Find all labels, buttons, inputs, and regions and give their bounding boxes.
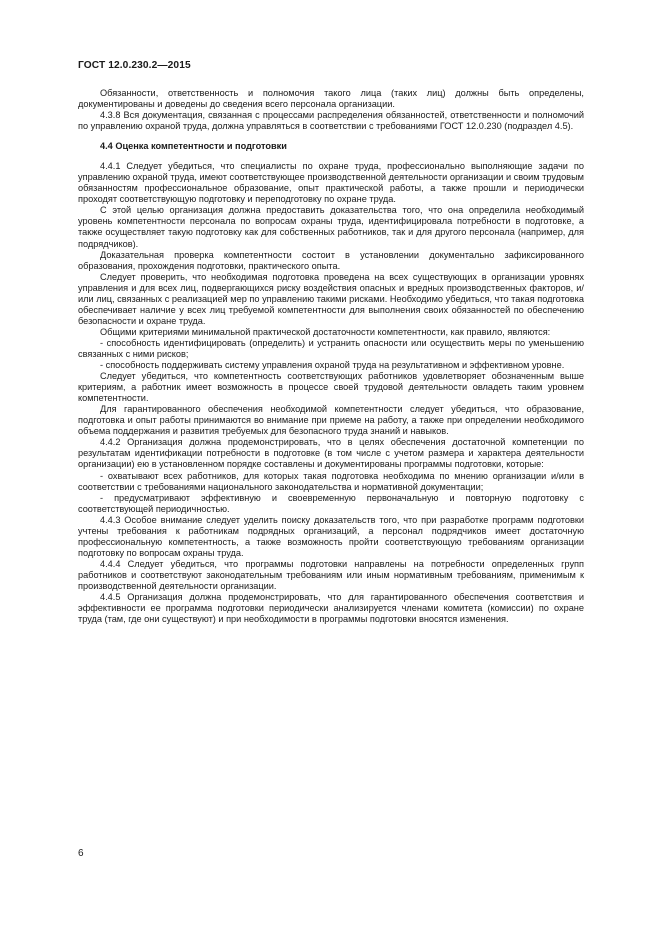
paragraph: 4.4.2 Организация должна продемонстрировать, что в целях обеспечения достаточной компетенции по результатам идентификации потребности в подготовке (в том числе с учетом размера и характера деятельности организации) ею в установленном порядке составлены и документированы программы подготовки, которые: [78, 437, 584, 470]
paragraph: 4.4.4 Следует убедиться, что программы подготовки направлены на потребности определенных групп работников и соответствуют законодательным требованиям или иным нормативным требованиям, применимым к производственной деятельности организации. [78, 558, 584, 591]
paragraph: Для гарантированного обеспечения необходимой компетентности следует убедиться, что образование, подготовка и опыт работы принимаются во внимание при приеме на работу, а также при определении необходимого объема поддержания и развития требуемых для безопасного труда знаний и навыков. [78, 404, 584, 437]
paragraph: Доказательная проверка компетентности состоит в установлении документально зафиксированного образования, прохождения подготовки, практического опыта. [78, 249, 584, 271]
paragraph: 4.3.8 Вся документация, связанная с процессами распределения обязанностей, ответственности и полномочий по управлению охраной труда, должна управляться в соответствии с требованиями ГОСТ 12.0.230 (подраздел 4.5). [78, 110, 584, 132]
paragraph: Обязанности, ответственность и полномочия такого лица (таких лиц) должны быть определены, документированы и доведены до сведения всего персонала организации. [78, 88, 584, 110]
paragraph: 4.4.3 Особое внимание следует уделить поиску доказательств того, что при разработке программ подготовки учтены требования к работникам подрядных организаций, а персонал подрядчиков имеет достаточную профессиональную компетентность, а также возможность пройти соответствующую требованиям организации подготовку по вопросам охраны труда. [78, 514, 584, 558]
paragraph: С этой целью организация должна предоставить доказательства того, что она определила необходимый уровень компетентности персонала по вопросам охраны труда, идентифицировала потребности в подготовке, а также осуществляет такую подготовку как для собственных работников, так и для другого персонала (например, для подрядчиков). [78, 205, 584, 249]
paragraph: Следует проверить, что необходимая подготовка проведена на всех существующих в организации уровнях управления и для всех лиц, подвергающихся риску воздействия опасных и вредных производственных факторов, и/или лиц, связанных с реализацией мер по управлению такими рисками. Необходимо убедиться, что такая подготовка обеспечивает наличие у всех лиц требуемой компетентности для выполнения своих обязанностей по обеспечению безопасности и охране труда. [78, 271, 584, 326]
paragraph: 4.4.1 Следует убедиться, что специалисты по охране труда, профессионально выполняющие задачи по управлению охраной труда, имеют соответствующее производственной деятельности организации и своим трудовым обязанностям профессиональное образование, опыт практической работы, а также прошли и периодически проходят соответствующую подготовку и переподготовку по охране труда. [78, 161, 584, 205]
paragraph: Следует убедиться, что компетентность соответствующих работников удовлетворяет обозначенным выше критериям, а работник имеет возможность в процессе своей трудовой деятельности овладеть таким уровнем компетентности. [78, 371, 584, 404]
paragraph: Общими критериями минимальной практической достаточности компетентности, как правило, являются: [100, 326, 551, 337]
list-item: - охватывают всех работников, для которых такая подготовка необходима по мнению организации и/или в соответствии с требованиями национального законодательства и нормативной документации; [78, 470, 584, 492]
list-item: - способность поддерживать систему управления охраной труда на результативном и эффективном уровне. [100, 360, 565, 371]
section-heading: 4.4 Оценка компетентности и подготовки [100, 141, 287, 152]
paragraph: 4.4.5 Организация должна продемонстрировать, что для гарантированного обеспечения соответствия и эффективности ее программа подготовки периодически анализируется членами комитета (комиссии) по охране труда (там, где они существуют) и при необходимости в программы подготовки вносятся изменения. [78, 592, 584, 625]
list-item: - предусматривают эффективную и своевременную первоначальную и повторную подготовку с соответствующей периодичностью. [78, 492, 584, 514]
page-number: 6 [78, 848, 84, 859]
document-header: ГОСТ 12.0.230.2—2015 [78, 60, 191, 71]
document-body [78, 88, 584, 625]
list-item: - способность идентифицировать (определить) и устранить опасности или осуществить меры по уменьшению связанных с ними рисков; [78, 337, 584, 359]
